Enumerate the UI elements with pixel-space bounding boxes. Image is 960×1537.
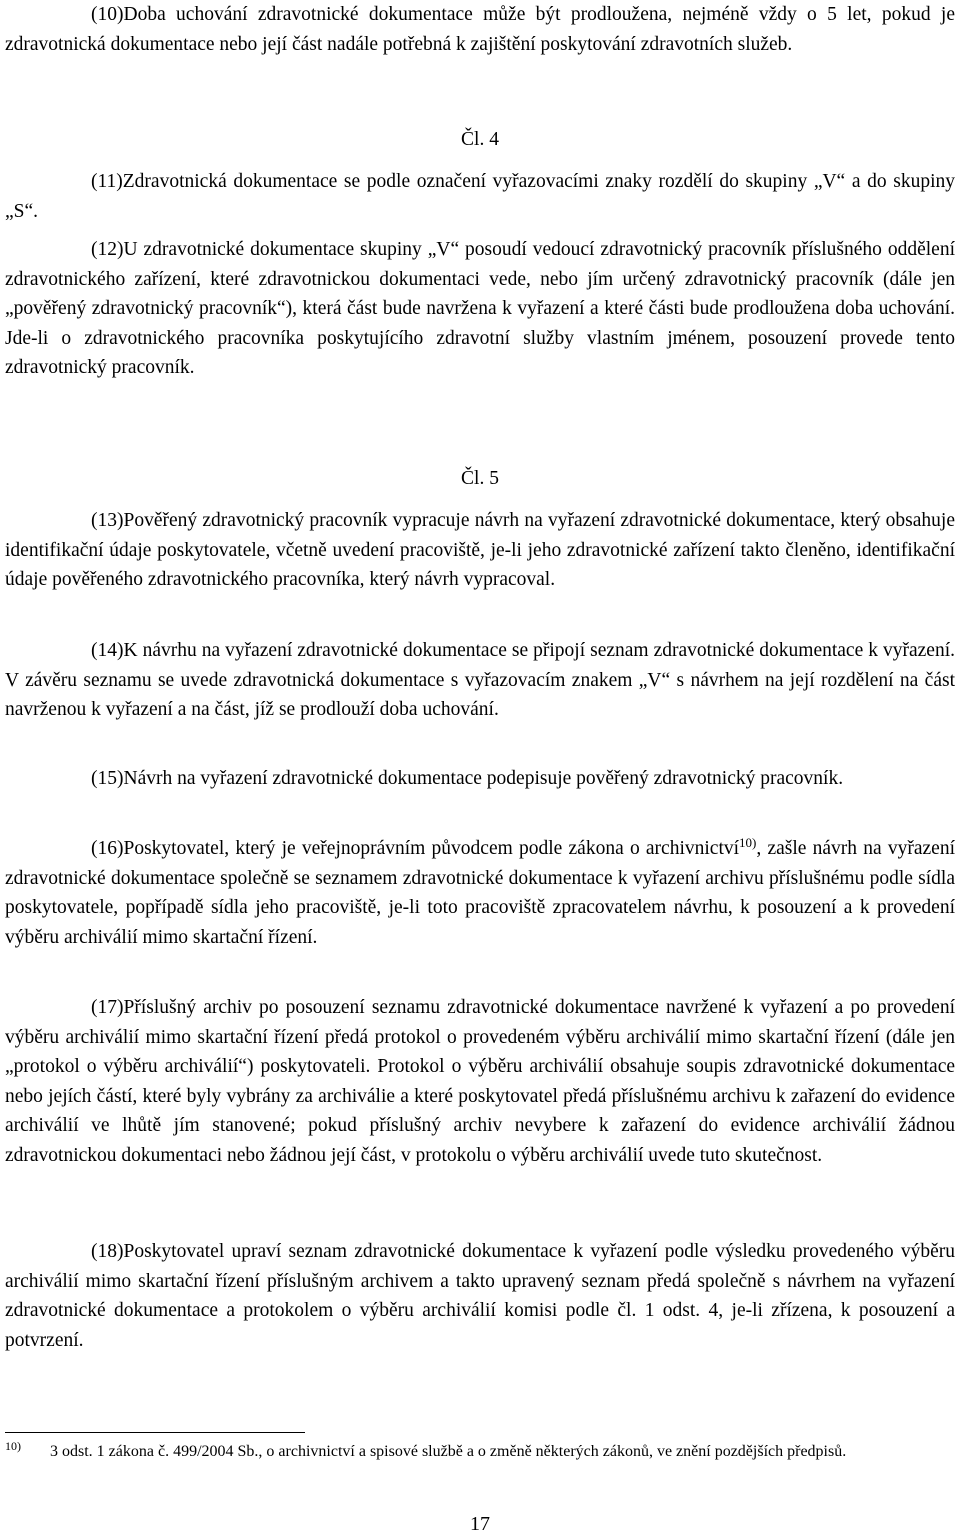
paragraph-number: (11)	[91, 171, 123, 192]
paragraph-text: Poskytovatel upraví seznam zdravotnické dokumentace k vyřazení podle výsledku provedeného výběru archiválií mimo skartační řízení příslušným archivem a takto upravený seznam předá společně s návrhem na vyřazení zdravotnické dokumentace a protokolem o výběru archiválií komisi podle čl. 1 odst. 4, je-li zřízena, k posouzení a potvrzení.	[5, 1241, 955, 1351]
paragraph-number: (14)	[91, 640, 124, 661]
paragraph-text: Návrh na vyřazení zdravotnické dokumentace podepisuje pověřený zdravotnický pracovník.	[123, 768, 844, 789]
paragraph-text: K návrhu na vyřazení zdravotnické dokumentace se připojí seznam zdravotnické dokumentace k vyřazení. V závěru seznamu se uvede zdravotnická dokumentace s vyřazovacím znakem „V“ s návrhem na její rozdělení na část navrženou k vyřazení a na část, jíž se prodlouží doba uchování.	[5, 640, 955, 721]
footnote-text: 3 odst. 1 zákona č. 499/2004 Sb., o archivnictví a spisové službě a o změně některých zákonů, ve znění pozdějších předpisů.	[50, 1443, 847, 1460]
paragraph-number: (18)	[91, 1241, 124, 1262]
paragraph-text: U zdravotnické dokumentace skupiny „V“ posoudí vedoucí zdravotnický pracovník příslušného oddělení zdravotnického zařízení, které zdravotnickou dokumentaci vede, nebo jím určený zdravotnický pracovník (dále jen „pověřený zdravotnický pracovník“), která část bude navržena k vyřazení a které části bude prodloužena doba uchování. Jde-li o zdravotnického pracovníka poskytujícího zdravotní služby vlastním jménem, posouzení provede tento zdravotnický pracovník.	[5, 239, 955, 379]
paragraph-number: (16)	[91, 838, 124, 859]
paragraph-text: Poskytovatel, který je veřejnoprávním původcem podle zákona o archivnictví	[123, 838, 740, 859]
paragraph-13	[5, 506, 955, 595]
paragraph-text: Pověřený zdravotnický pracovník vypracuje návrh na vyřazení zdravotnické dokumentace, který obsahuje identifikační údaje poskytovatele, včetně uvedení pracoviště, je-li jeho zdravotnické zařízení takto členěno, identifikační údaje pověřeného zdravotnického pracovníka, který návrh vypracoval.	[5, 510, 955, 591]
paragraph-text: Příslušný archiv po posouzení seznamu zdravotnické dokumentace navržené k vyřazení a po provedení výběru archiválií mimo skartační řízení předá protokol o provedeném výběru archiválií mimo skartační řízení (dále jen „protokol o výběru archiválií“) poskytovateli. Protokol o výběru archiválií obsahuje soupis zdravotnické dokumentace nebo jejích částí, které byly vybrány za archiválie a které poskytovatel předá příslušnému archivu k zařazení do evidence archiválií ve lhůtě jím stanovené; pokud příslušný archiv nevybere k zařazení do evidence archiválií žádnou zdravotnickou dokumentaci nebo žádnou její část, v protokolu o výběru archiválií uvede tuto skutečnost.	[5, 997, 955, 1166]
paragraph-18	[5, 1237, 955, 1355]
paragraph-16	[5, 834, 955, 952]
paragraph-number: (12)	[91, 239, 124, 260]
article-heading-4: Čl. 4	[461, 129, 499, 150]
paragraph-text: Zdravotnická dokumentace se podle označení vyřazovacími znaky rozdělí do skupiny „V“ a do skupiny „S“.	[5, 171, 955, 222]
page-number: 17	[470, 1513, 490, 1535]
paragraph-14	[5, 636, 955, 725]
article-heading-5: Čl. 5	[461, 468, 499, 489]
paragraph-17	[5, 993, 955, 1171]
footnote	[5, 1440, 955, 1464]
footnote-reference[interactable]: 10)	[739, 835, 757, 850]
paragraph-10	[5, 0, 955, 59]
paragraph-12	[5, 235, 955, 383]
paragraph-number: (15)	[91, 768, 124, 789]
paragraph-text-continued: , zašle návrh na vyřazení zdravotnické dokumentace společně se seznamem zdravotnické dokumentace k vyřazení archivu příslušnému podle sídla poskytovatele, popřípadě sídla jeho pracoviště, je-li toto pracoviště zpracovatelem návrhu, k posouzení a k provedení výběru archiválií mimo skartační řízení.	[5, 838, 955, 948]
footnote-divider	[5, 1432, 305, 1433]
footnote-mark: 10)	[5, 1439, 21, 1453]
paragraph-11	[5, 167, 955, 226]
paragraph-text: Doba uchování zdravotnické dokumentace může být prodloužena, nejméně vždy o 5 let, pokud je zdravotnická dokumentace nebo její část nadále potřebná k zajištění poskytování zdravotních služeb.	[5, 4, 955, 55]
paragraph-number: (13)	[91, 510, 124, 531]
paragraph-number: (17)	[91, 997, 124, 1018]
paragraph-number: (10)	[91, 4, 124, 25]
paragraph-15	[5, 764, 955, 794]
